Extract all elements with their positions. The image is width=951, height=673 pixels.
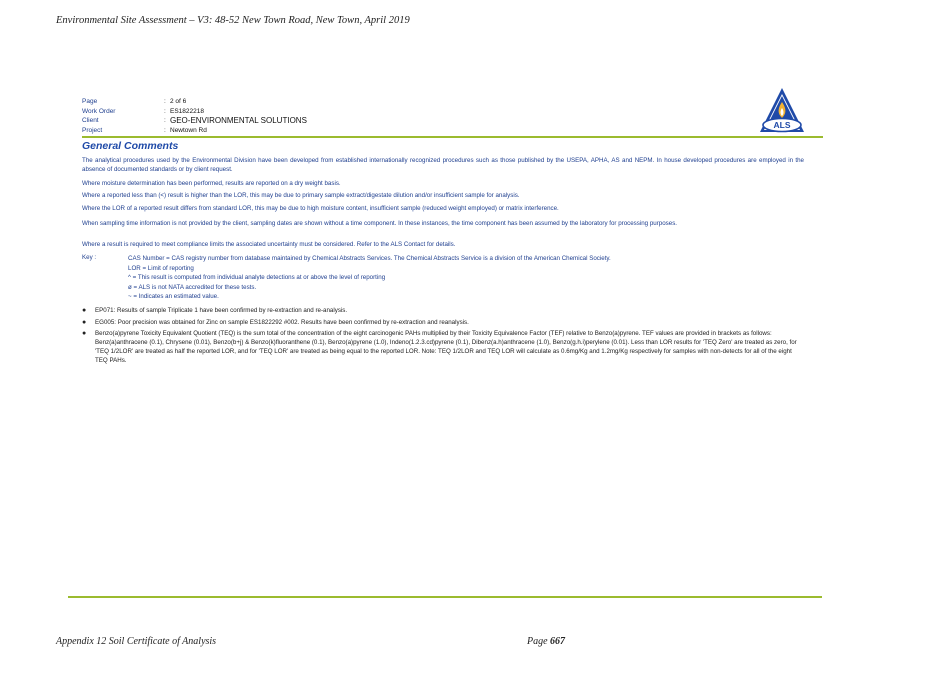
key-label: Key : xyxy=(82,254,97,261)
comment-paragraph: Where a reported less than (<) result is higher than the LOR, this may be due to primary sample extract/digestate dilution and/or insufficient sample for analysis. xyxy=(82,192,520,199)
meta-colon: : xyxy=(164,107,166,115)
page-label: Page xyxy=(527,636,551,647)
meta-colon: : xyxy=(164,117,166,125)
comment-paragraph: Where a result is required to meet compliance limits the associated uncertainty must be considered. Refer to the ALS Contact for details. xyxy=(82,241,456,248)
footer-page-number xyxy=(527,636,565,647)
bullet-text: EG005: Poor precision was obtained for Zinc on sample ES1822292 #002. Results have been confirmed by re-extraction and reanalysis. xyxy=(95,319,469,326)
footer-appendix-title: Appendix 12 Soil Certificate of Analysis xyxy=(56,636,217,647)
bullet-icon: ● xyxy=(82,319,87,326)
meta-value: 2 of 6 xyxy=(170,98,187,106)
bullet-text: Benzo(a)pyrene Toxicity Equivalent Quotient (TEQ) is the sum total of the concentration of the eight carcinogenic PAHs multiplied by their Toxicity Equivalence Factor (TEF) relative to Benzo(a)pyrene. TEF values are provided in brackets as follows: Benz(a)anthracene (0.1), Chrysene (0.01), Benzo(b+j) & Benzo(k)fluoranthene (0.1), Benzo(a)pyrene (1.0), Indeno(1.2.3.cd)pyrene (0.1), Dibenz(a.h)anthracene (1.0), Benzo(g.h.i)perylene (0.01). Less than LOR results for 'TEQ Zero' are treated as zero, for 'TEQ 1/2LOR' are treated as half the reported LOR, and for 'TEQ LOR' are treated as being equal to the reported LOR. Note: TEQ 1/2LOR and TEQ LOR will calculate as 0.6mg/Kg and 1.2mg/Kg respectively for samples with non-detects for all of the eight TEQ PAHs. xyxy=(95,330,797,364)
bullet-icon: ● xyxy=(82,307,87,314)
meta-label: Project xyxy=(82,127,103,135)
bullet-note xyxy=(82,329,802,365)
key-item: ø = ALS is not NATA accredited for these tests. xyxy=(128,283,257,291)
key-item: ~ = Indicates an estimated value. xyxy=(128,293,219,300)
bullet-icon: ● xyxy=(82,330,87,337)
page-number: 667 xyxy=(550,636,566,647)
bullet-note xyxy=(82,318,802,327)
meta-label: Page xyxy=(82,98,98,106)
meta-label: Client xyxy=(82,117,99,125)
meta-value: Newtown Rd xyxy=(170,127,207,135)
section-title: General Comments xyxy=(82,140,179,152)
comment-paragraph: The analytical procedures used by the Environmental Division have been developed from established internationally recognized procedures such as those published by the USEPA, APHA, AS and NEPM. In house developed procedures are employed in the absence of documented standards or by client request. xyxy=(82,157,804,173)
key-item: CAS Number = CAS registry number from database maintained by Chemical Abstracts Services. The Chemical Abstracts Service is a division of the American Chemical Society. xyxy=(128,255,611,262)
document-header-title: Environmental Site Assessment – V3: 48-52 New Town Road, New Town, April 2019 xyxy=(56,15,410,26)
key-list xyxy=(128,254,611,302)
footer-divider xyxy=(68,596,822,598)
comment-paragraph: Where moisture determination has been performed, results are reported on a dry weight basis. xyxy=(82,180,341,187)
header-divider xyxy=(82,136,823,138)
logo-text: ALS xyxy=(773,120,791,130)
meta-value: GEO-ENVIRONMENTAL SOLUTIONS xyxy=(170,116,307,126)
als-logo-icon xyxy=(757,86,807,136)
meta-label: Work Order xyxy=(82,107,116,115)
comment-paragraph: Where the LOR of a reported result differs from standard LOR, this may be due to high moisture content, insufficient sample (reduced weight employed) or matrix interference. xyxy=(82,205,559,212)
comment-paragraph: When sampling time information is not provided by the client, sampling dates are shown without a time component. In these instances, the time component has been assumed by the laboratory for processing purposes. xyxy=(82,220,678,227)
meta-colon: : xyxy=(164,127,166,135)
meta-value: ES1822218 xyxy=(170,107,204,115)
meta-row-work-order xyxy=(82,107,307,117)
meta-row-page xyxy=(82,97,307,107)
bullet-note xyxy=(82,306,802,315)
report-meta-block xyxy=(82,97,307,135)
key-item: ^ = This result is computed from individual analyte detections at or above the level of reporting xyxy=(128,274,386,281)
key-item: LOR = Limit of reporting xyxy=(128,264,194,272)
meta-colon: : xyxy=(164,98,166,106)
bullet-text: EP071: Results of sample Triplicate 1 have been confirmed by re-extraction and re-analysis. xyxy=(95,307,348,314)
meta-row-client xyxy=(82,116,307,126)
meta-row-project xyxy=(82,126,307,136)
